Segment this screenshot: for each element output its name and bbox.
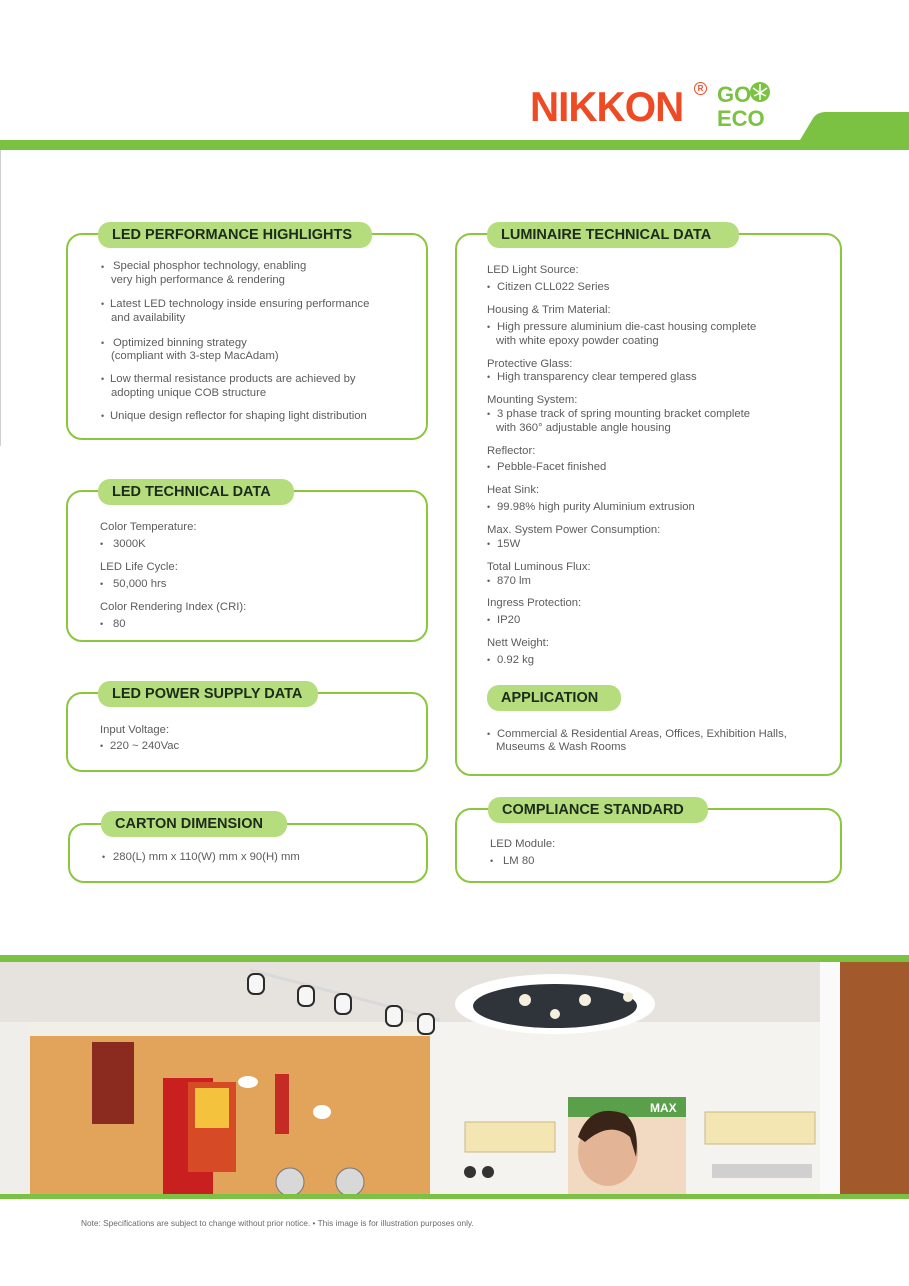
- field-value: with white epoxy powder coating: [496, 335, 659, 347]
- application-title: APPLICATION: [487, 685, 621, 711]
- brand-logo: NIKKON: [530, 83, 684, 130]
- application-text: Museums & Wash Rooms: [496, 741, 627, 753]
- go-eco-text-go: GO: [717, 82, 752, 107]
- field-value: Citizen CLL022 Series: [497, 281, 610, 293]
- field-value: 3000K: [113, 538, 146, 550]
- field-value: 50,000 hrs: [113, 578, 167, 590]
- field-value: High transparency clear tempered glass: [497, 371, 697, 383]
- field-label: Reflector:: [487, 445, 536, 457]
- field-value: 280(L) mm x 110(W) mm x 90(H) mm: [113, 851, 300, 863]
- field-label: Color Rendering Index (CRI):: [100, 601, 247, 613]
- field-label: Mounting System:: [487, 394, 578, 406]
- poster-brand-text: MAX: [650, 1101, 677, 1115]
- showroom-illustration: [0, 962, 909, 1194]
- field-value: IP20: [497, 614, 521, 626]
- field-value: 870 lm: [497, 575, 531, 587]
- field-value: 15W: [497, 538, 521, 550]
- field-label: Heat Sink:: [487, 484, 540, 496]
- registered-mark: R: [694, 82, 707, 95]
- field-value: 3 phase track of spring mounting bracket complete: [497, 408, 751, 420]
- list-item: adopting unique COB structure: [111, 387, 267, 399]
- compliance-title: COMPLIANCE STANDARD: [488, 797, 708, 823]
- power-supply-title: LED POWER SUPPLY DATA: [98, 681, 318, 707]
- list-item: Unique design reflector for shaping light distribution: [110, 410, 367, 422]
- field-label: Ingress Protection:: [487, 597, 582, 609]
- field-label: Protective Glass:: [487, 358, 573, 370]
- luminaire-title: LUMINAIRE TECHNICAL DATA: [487, 222, 739, 248]
- list-item: and availability: [111, 312, 186, 324]
- carton-title: CARTON DIMENSION: [101, 811, 287, 837]
- application-text: Commercial & Residential Areas, Offices, Exhibition Halls,: [497, 728, 787, 740]
- field-value: Pebble-Facet finished: [497, 461, 607, 473]
- list-item: Optimized binning strategy: [113, 337, 247, 349]
- list-item: Latest LED technology inside ensuring performance: [110, 298, 370, 310]
- field-label: Max. System Power Consumption:: [487, 524, 661, 536]
- field-label: Nett Weight:: [487, 637, 549, 649]
- footer-note: Note: Specifications are subject to change without prior notice. • This image is for illustration purposes only.: [81, 1218, 474, 1228]
- list-item: Low thermal resistance products are achieved by: [110, 373, 356, 385]
- field-label: Input Voltage:: [100, 724, 170, 736]
- field-value: 0.92 kg: [497, 654, 535, 666]
- go-eco-logo: [716, 80, 774, 128]
- field-label: LED Light Source:: [487, 264, 579, 276]
- led-performance-title: LED PERFORMANCE HIGHLIGHTS: [98, 222, 372, 248]
- field-value: 80: [113, 618, 126, 630]
- photo-bottom-bar: [0, 1194, 909, 1199]
- field-value: High pressure aluminium die-cast housing complete: [497, 321, 757, 333]
- showroom-photo: [0, 962, 909, 1194]
- list-item: (compliant with 3-step MacAdam): [111, 350, 279, 362]
- list-item: Special phosphor technology, enabling: [113, 260, 307, 272]
- field-label: Housing & Trim Material:: [487, 304, 611, 316]
- go-eco-text-eco: ECO: [717, 106, 765, 128]
- field-label: Total Luminous Flux:: [487, 561, 591, 573]
- left-margin-line: [0, 150, 1, 446]
- field-value: 99.98% high purity Aluminium extrusion: [497, 501, 695, 513]
- field-value: with 360° adjustable angle housing: [496, 422, 671, 434]
- field-value: 220 ~ 240Vac: [110, 740, 180, 752]
- field-label: Color Temperature:: [100, 521, 197, 533]
- field-value: LM 80: [503, 855, 535, 867]
- photo-top-bar: [0, 955, 909, 962]
- field-label: LED Life Cycle:: [100, 561, 178, 573]
- list-item: very high performance & rendering: [111, 274, 285, 286]
- led-technical-title: LED TECHNICAL DATA: [98, 479, 294, 505]
- header-green-bar: [0, 140, 909, 150]
- field-label: LED Module:: [490, 838, 556, 850]
